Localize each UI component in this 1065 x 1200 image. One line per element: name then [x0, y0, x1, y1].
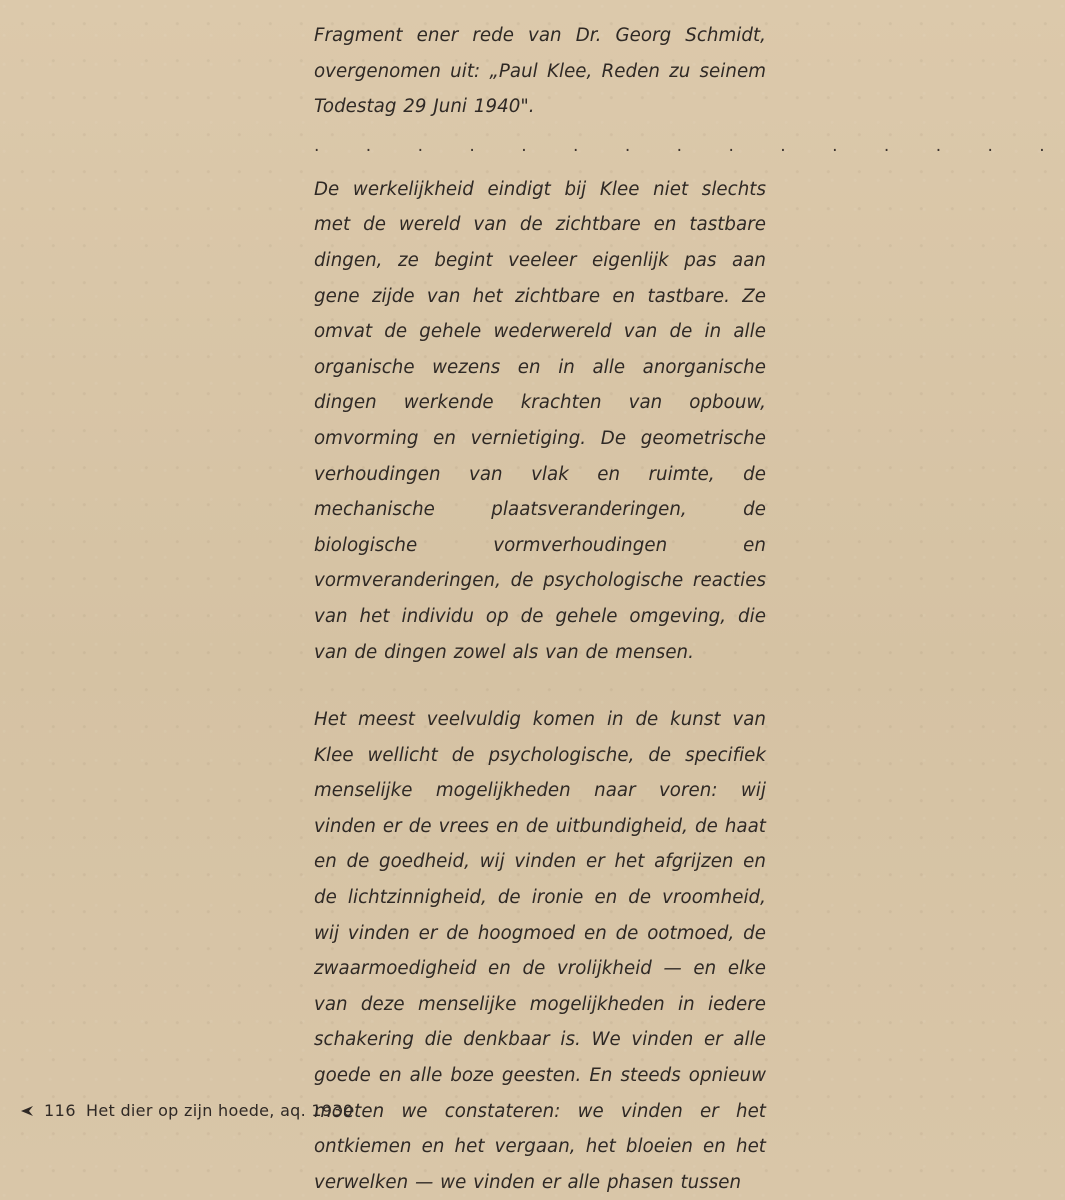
left-arrow-icon: [18, 1103, 34, 1119]
source-note: Fragment ener rede van Dr. Georg Schmidt, overgenomen uit: „Paul Klee, Reden zu seinem Todestag 29 Juni 1940".: [314, 25, 766, 118]
separator-dots: . . . . . . . . . . . . . . .: [314, 135, 1065, 156]
text-column: [314, 18, 1065, 1200]
paragraph-2: Het meest veelvuldig komen in de kunst van Klee wellicht de psychologische, de specifiek menselijke mogelijkheden naar voren: wij vinden er de vrees en de uitbundigheid, de haat en de goedheid, wij vinden er het afgrijzen en de lichtzinnigheid, de ironie en de vroomheid, wij vinden er de hoogmoed en de ootmoed, de zwaarmoedigheid en de vrolijkheid — en elke van deze menselijke mogelijkheden in iedere schakering die denkbaar is. We vinden er alle goede en alle boze geesten. En steeds opnieuw moeten we constateren: we vinden er het ontkiemen en het vergaan, het bloeien en het verwelken — we vinden er alle phasen tussen: [314, 709, 766, 1193]
paragraph-1: De werkelijkheid eindigt bij Klee niet slechts met de wereld van de zichtbare en tastbare dingen, ze begint veeleer eigenlijk pas aan gene zijde van het zichtbare en tastbare. Ze omvat de gehele wederwereld van de in alle organische wezens en in alle anorganische dingen werkende krachten van opbouw, omvorming en vernietiging. De geometrische verhoudingen van vlak en ruimte, de mechanische plaatsveranderingen, de biologische vormverhoudingen en vormveranderingen, de psychologische reacties van het individu op de gehele omgeving, die van de dingen zowel als van de mensen.: [314, 178, 766, 663]
figure-number: 116: [44, 1101, 77, 1120]
figure-caption: [18, 1099, 353, 1123]
figure-title: Het dier op zijn hoede, aq. 1930: [86, 1101, 354, 1120]
